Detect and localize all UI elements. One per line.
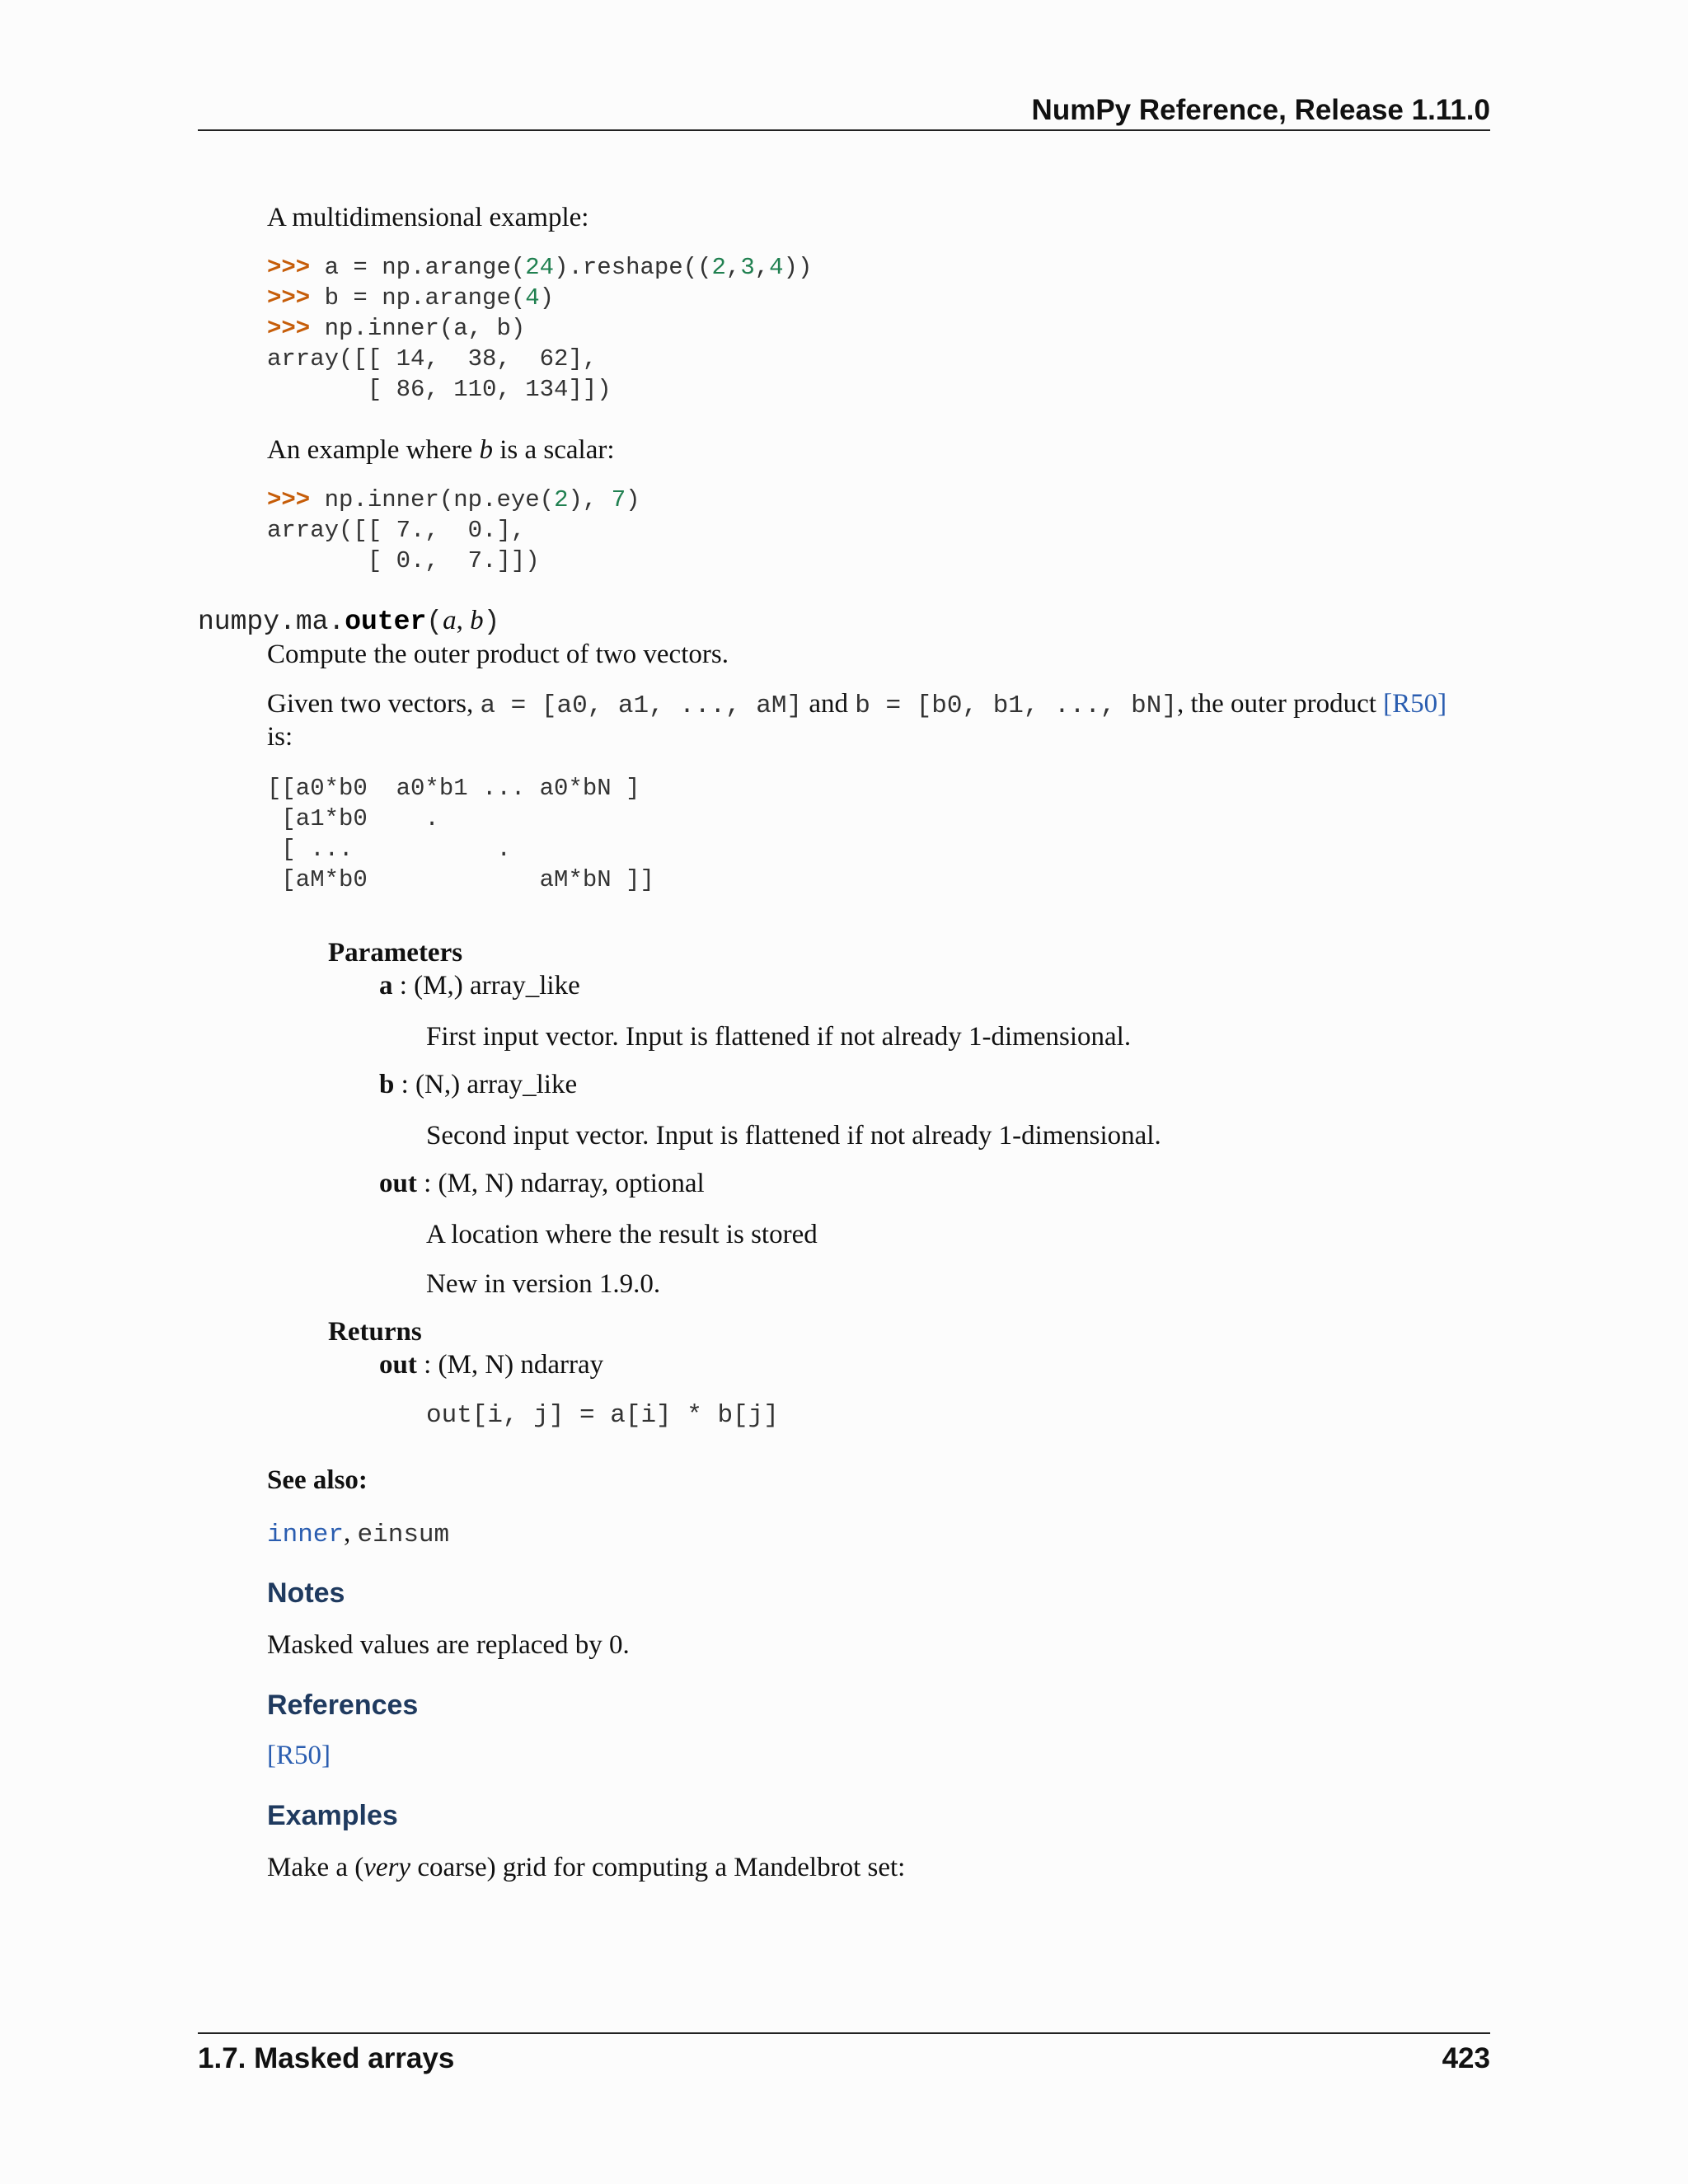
outer-product-description-cont: is: [267, 722, 293, 752]
returns-heading: Returns [328, 1317, 422, 1347]
return-out: out : (M, N) ndarray [379, 1350, 604, 1380]
param-b-description: Second input vector. Input is flattened if not already 1-dimensional. [426, 1121, 1161, 1151]
code-block-inner-multidim [267, 252, 812, 405]
code-block-inner-scalar [267, 485, 640, 576]
code-output-line: array([[ 14, 38, 62], [267, 345, 598, 373]
parameters-heading: Parameters [328, 938, 463, 968]
param-out-version-note: New in version 1.9.0. [426, 1269, 661, 1299]
reference-link-r50[interactable]: [R50] [1383, 689, 1447, 719]
see-also-link-inner[interactable]: inner [267, 1521, 345, 1549]
param-a: a : (M,) array_like [379, 971, 580, 1001]
code-output-line: [ 86, 110, 134]]) [267, 376, 612, 403]
code-line: >>> np.inner(np.eye(2), 7) [267, 486, 640, 513]
param-out-description: A location where the result is stored [426, 1220, 818, 1249]
see-also-einsum: einsum [357, 1521, 450, 1549]
param-b: b : (N,) array_like [379, 1070, 578, 1099]
function-summary: Compute the outer product of two vectors. [267, 640, 729, 669]
see-also-list: inner, einsum [267, 1518, 450, 1549]
examples-heading: Examples [267, 1800, 398, 1831]
header-rule [198, 129, 1490, 131]
code-line: >>> a = np.arange(24).reshape((2,3,4)) [267, 254, 813, 281]
outer-product-matrix: [[a0*b0 a0*b1 ... a0*bN ] [a1*b0 . [ ... . [aM*b0 aM*bN ]] [267, 775, 654, 893]
function-signature: numpy.ma.outer(a, b) [198, 606, 500, 637]
references-heading: References [267, 1690, 419, 1721]
running-header: NumPy Reference, Release 1.11.0 [1031, 94, 1490, 126]
examples-intro: Make a (very coarse) grid for computing a Mandelbrot set: [267, 1853, 906, 1882]
return-formula: out[i, j] = a[i] * b[j] [426, 1401, 779, 1430]
code-line: >>> np.inner(a, b) [267, 315, 526, 342]
param-out: out : (M, N) ndarray, optional [379, 1169, 705, 1198]
outer-product-description: Given two vectors, a = [a0, a1, ..., aM] and b = [b0, b1, ..., bN], the outer product [R50] [267, 689, 1447, 720]
reference-r50[interactable]: [R50] [267, 1741, 331, 1770]
param-a-description: First input vector. Input is flattened if not already 1-dimensional. [426, 1022, 1132, 1052]
footer-section-title: 1.7. Masked arrays [198, 2042, 455, 2074]
code-output-line: [ 0., 7.]]) [267, 547, 540, 574]
multidim-example-label: A multidimensional example: [267, 203, 589, 232]
code-line: >>> b = np.arange(4) [267, 284, 555, 312]
page-number: 423 [1442, 2042, 1490, 2074]
footer-rule [198, 2032, 1490, 2034]
code-output-line: array([[ 7., 0.], [267, 517, 526, 544]
see-also-heading: See also: [267, 1465, 368, 1495]
scalar-example-label: An example where b is a scalar: [267, 435, 615, 465]
notes-text: Masked values are replaced by 0. [267, 1630, 630, 1660]
notes-heading: Notes [267, 1577, 345, 1609]
